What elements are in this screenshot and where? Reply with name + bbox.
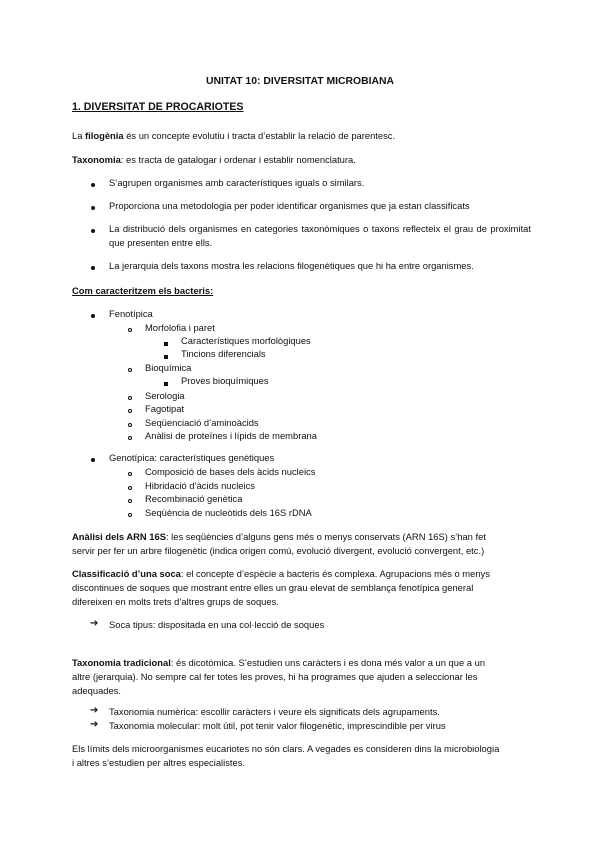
- list-item: Proves bioquímiques: [181, 375, 269, 386]
- term-soca: Classificació d’una soca: [72, 568, 181, 579]
- circle-bullet-icon: [128, 436, 132, 440]
- circle-bullet-icon: [128, 423, 132, 427]
- tradicional-paragraph: [72, 656, 530, 670]
- list-item: La distribució dels organismes en categories taxonòmiques o taxons reflecteix el grau de proximitat que presenten entre ells.: [109, 223, 531, 248]
- list-item: Recombinació genètica: [145, 493, 243, 504]
- text-span: : el concepte d’espècie a bacteris és complexa. Agrupacions més o menys: [180, 568, 490, 579]
- arrow-right-icon: ➔: [90, 705, 99, 716]
- list-item: Anàlisi de proteïnes i lípids de membrana: [145, 430, 317, 441]
- text-span: La: [72, 130, 86, 141]
- list-item: Genotípica: característiques genètiques: [109, 452, 275, 463]
- arn-paragraph: [72, 530, 530, 544]
- circle-bullet-icon: [128, 499, 132, 503]
- term-filogenia: filogènia: [85, 130, 124, 141]
- arrow-right-icon: ➔: [90, 618, 99, 629]
- circle-bullet-icon: [128, 513, 132, 517]
- final-paragraph: Els límits dels microorganismes eucariotes no són clars. A vegades es consideren dins la microbiologia: [72, 743, 500, 754]
- list-item: Taxonomia molecular: molt útil, pot tenir valor filogenètic, imprescindible per virus: [109, 720, 446, 731]
- text-span: és un concepte evolutiu i tracta d’establir la relació de parentesc.: [123, 130, 396, 141]
- bullet-icon: [91, 314, 95, 318]
- final-paragraph-line: i altres s’estudien per altres especialistes.: [72, 757, 245, 768]
- list-item: Taxonomia numèrica: escollir caràcters i veure els significats dels agrupaments.: [109, 706, 440, 717]
- circle-bullet-icon: [128, 328, 132, 332]
- list-item: Soca tipus: dispositada en una col·lecció de soques: [109, 619, 325, 630]
- term-taxonomia: Taxonomia: [72, 154, 121, 165]
- list-item: Serologia: [145, 390, 185, 401]
- bullet-icon: [91, 266, 95, 270]
- bullet-icon: [91, 183, 95, 187]
- list-item: S’agrupen organismes amb característiques iguals o similars.: [109, 177, 365, 188]
- circle-bullet-icon: [128, 409, 132, 413]
- term-tradicional: Taxonomia tradicional: [72, 657, 171, 668]
- list-item: La jerarquia dels taxons mostra les relacions filogenètiques que hi ha entre organismes.: [109, 260, 474, 271]
- text-span: : es tracta de gatalogar i ordenar i establir nomenclatura.: [120, 154, 356, 165]
- list-item: Proporciona una metodologia per poder identificar organismes que ja estan classificats: [109, 200, 470, 211]
- filogenia-paragraph: [72, 129, 530, 143]
- list-item: Bioquímica: [145, 362, 192, 373]
- text-span: : les seqüències d’alguns gens més o menys conservats (ARN 16S) s’han fet: [165, 531, 486, 542]
- list-item: Morfolofia i paret: [145, 322, 215, 333]
- circle-bullet-icon: [128, 486, 132, 490]
- square-bullet-icon: [164, 355, 168, 359]
- list-item: Característiques morfològiques: [181, 335, 311, 346]
- text-span: : és dicotòmica. S’estudien uns caràcters i es dona més valor a un que a un: [170, 657, 486, 668]
- section-heading: 1. DIVERSITAT DE PROCARIOTES: [72, 101, 244, 113]
- list-item: Seqüenciació d’aminoàcids: [145, 417, 259, 428]
- list-item: Composició de bases dels àcids nucleics: [145, 466, 316, 477]
- list-item: Hibridació d’àcids nucleics: [145, 480, 255, 491]
- list-item: Seqüència de nucleòtids dels 16S rDNA: [145, 507, 312, 518]
- bullet-icon: [91, 458, 95, 462]
- square-bullet-icon: [164, 382, 168, 386]
- term-arn: Anàlisi dels ARN 16S: [72, 531, 166, 542]
- tradicional-paragraph-line: altre (jerarquia). No sempre cal fer totes les proves, hi ha programes que ajuden a seleccionar les: [72, 671, 478, 682]
- circle-bullet-icon: [128, 396, 132, 400]
- tradicional-paragraph-line: adequades.: [72, 685, 122, 696]
- arn-paragraph-line: servir per fer un arbre filogenètic (indica origen comú, evolució divergent, evolució convergent, etc.): [72, 545, 485, 556]
- list-item: Fagotipat: [145, 403, 185, 414]
- soca-paragraph: [72, 567, 530, 581]
- taxonomia-paragraph: [72, 153, 530, 167]
- square-bullet-icon: [164, 342, 168, 346]
- bullet-icon: [91, 206, 95, 210]
- circle-bullet-icon: [128, 472, 132, 476]
- arrow-right-icon: ➔: [90, 719, 99, 730]
- soca-paragraph-line: difereixen en molts trets d’altres grups de soques.: [72, 596, 279, 607]
- subheading: Com caracteritzem els bacteris:: [72, 285, 214, 296]
- document-title: UNITAT 10: DIVERSITAT MICROBIANA: [206, 76, 394, 87]
- circle-bullet-icon: [128, 368, 132, 372]
- list-item: Fenotípica: [109, 308, 153, 319]
- soca-paragraph-line: discontinues de soques que mostrant entre elles un grau elevat de semblança fenotípica general: [72, 582, 474, 593]
- bullet-icon: [91, 229, 95, 233]
- list-item: Tincions diferencials: [181, 348, 266, 359]
